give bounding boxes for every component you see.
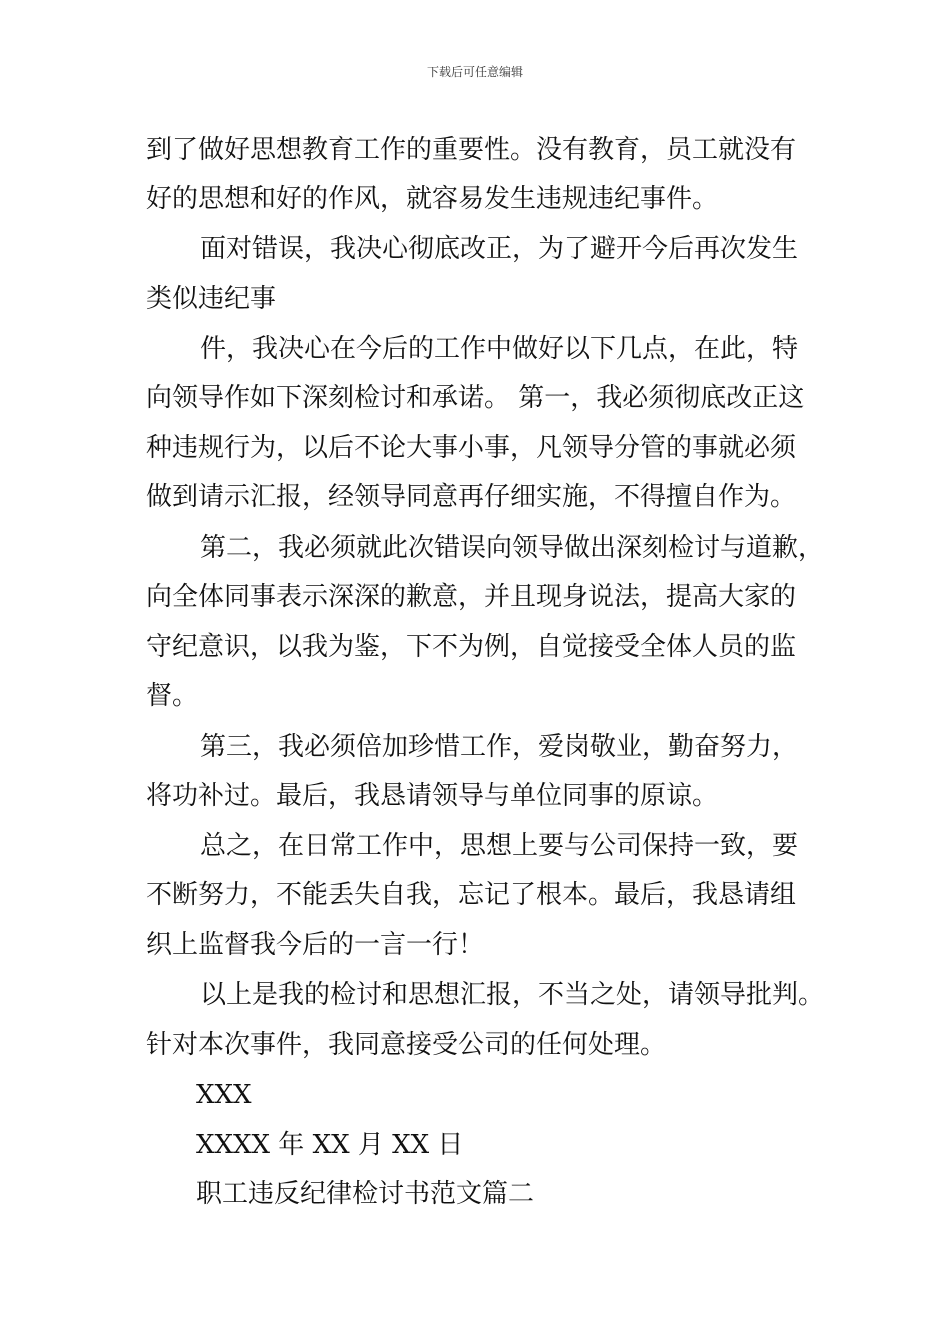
paragraph-line: 督。 bbox=[146, 681, 199, 711]
paragraph-line: 以上是我的检讨和思想汇报，不当之处，请领导批判。 bbox=[200, 980, 825, 1010]
paragraph-line: 第二，我必须就此次错误向领导做出深刻检讨与道歉， bbox=[200, 533, 825, 563]
paragraph-line: 总之，在日常工作中，思想上要与公司保持一致，要 bbox=[200, 831, 799, 861]
paragraph-line: 向全体同事表示深深的歉意，并且现身说法，提高大家的 bbox=[146, 582, 797, 612]
paragraph-line: 守纪意识，以我为鉴，下不为例，自觉接受全体人员的监 bbox=[146, 632, 797, 662]
paragraph-line: 到了做好思想教育工作的重要性。没有教育，员工就没有 bbox=[146, 135, 797, 165]
paragraph-line: 件，我决心在今后的工作中做好以下几点，在此，特 bbox=[200, 334, 799, 364]
page-header: 下载后可任意编辑 bbox=[426, 65, 523, 79]
next-section-title: 职工违反纪律检讨书范文篇二 bbox=[196, 1179, 535, 1209]
paragraph-line: 好的思想和好的作风，就容易发生违规违纪事件。 bbox=[146, 184, 719, 214]
paragraph-line: 做到请示汇报，经领导同意再仔细实施，不得擅自作为。 bbox=[146, 482, 797, 512]
paragraph-line: 向领导作如下深刻检讨和承诺。 第一，我必须彻底改正这 bbox=[146, 383, 805, 413]
paragraph-line: 不断努力，不能丢失自我，忘记了根本。最后，我恳请组 bbox=[146, 880, 797, 910]
paragraph-line: 第三，我必须倍加珍惜工作，爱岗敬业，勤奋努力， bbox=[200, 732, 799, 762]
paragraph-line: 类似违纪事 bbox=[146, 284, 277, 314]
signature-date: XXXX 年 XX 月 XX 日 bbox=[196, 1130, 464, 1160]
paragraph-line: 将功补过。最后，我恳请领导与单位同事的原谅。 bbox=[146, 781, 719, 811]
paragraph-line: 针对本次事件，我同意接受公司的任何处理。 bbox=[146, 1030, 667, 1060]
paragraph-line: 面对错误，我决心彻底改正，为了避开今后再次发生 bbox=[200, 234, 799, 264]
signature-name: XXX bbox=[196, 1080, 252, 1110]
paragraph-line: 织上监督我今后的一言一行！ bbox=[146, 930, 485, 960]
paragraph-line: 种违规行为，以后不论大事小事，凡领导分管的事就必须 bbox=[146, 433, 797, 463]
